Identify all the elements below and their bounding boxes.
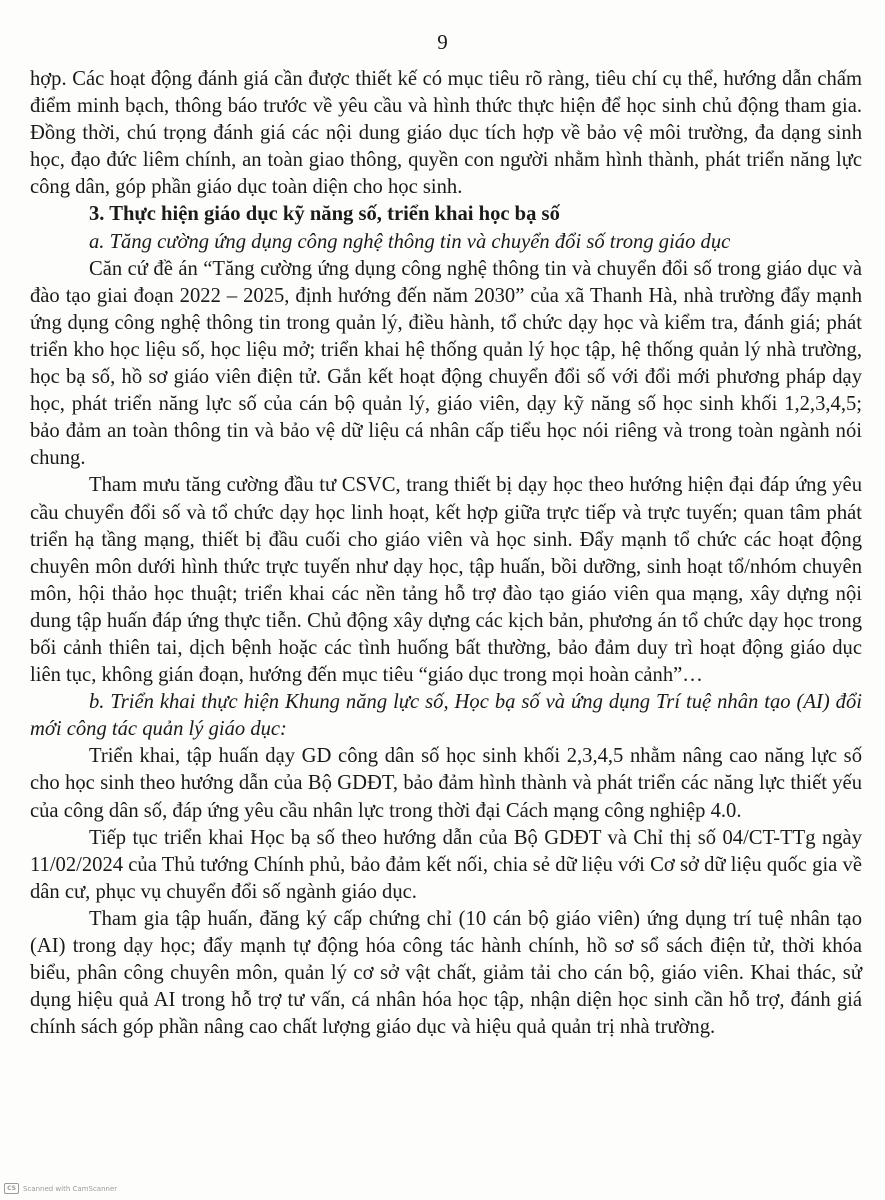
paragraph-it-application: Căn cứ đề án “Tăng cường ứng dụng công nghệ thông tin và chuyển đổi số trong giáo dục và đào tạo giai đoạn 2022 – 2025, định hướng đến năm 2030” của xã Thanh Hà, nhà trường đẩy mạnh ứng dụng công nghệ thông tin trong quản lý, điều hành, tổ chức dạy học và kiểm tra, đánh giá; phát triển kho học liệu số, học liệu mở; triển khai hệ thống quản lý học tập, hệ thống quản lý nhà trường, học bạ số, hồ sơ giáo viên điện tử. Gắn kết hoạt động chuyển đổi số với đổi mới phương pháp dạy học, phát triển năng lực số của cán bộ quản lý, giáo viên, dạy kỹ năng số học sinh khối 1,2,3,4,5; bảo đảm an toàn thông tin và bảo vệ dữ liệu cá nhân cấp tiểu học nói riêng và trong toàn ngành nói chung.: [30, 257, 862, 470]
camscanner-logo-icon: CS: [4, 1183, 19, 1194]
paragraph-digital-records: Tiếp tục triển khai Học bạ số theo hướng dẫn của Bộ GDĐT và Chỉ thị số 04/CT-TTg ngày 11/02/2024 của Thủ tướng Chính phủ, bảo đảm kết nối, chia sẻ dữ liệu với Cơ sở dữ liệu quốc gia về dân cư, phục vụ chuyển đổi số ngành giáo dục.: [30, 826, 862, 903]
paragraph-infrastructure: Tham mưu tăng cường đầu tư CSVC, trang thiết bị dạy học theo hướng hiện đại đáp ứng yêu cầu chuyển đổi số và tổ chức dạy học linh hoạt, kết hợp giữa trực tiếp và trực tuyến; quan tâm phát triển hạ tầng mạng, thiết bị đầu cuối cho giáo viên và học sinh. Đẩy mạnh tổ chức các hoạt động chuyên môn dưới hình thức trực tuyến như dạy học, tập huấn, bồi dưỡng, sinh hoạt tổ/nhóm chuyên môn, hội thảo học thuật; triển khai các nền tảng hỗ trợ đào tạo giáo viên qua mạng, xây dựng nội dung tập huấn đáp ứng thực tiễn. Chủ động xây dựng các kịch bản, phương án tổ chức dạy học trong bối cảnh thiên tai, dịch bệnh hoặc các tình huống bất thường, bảo đảm duy trì hoạt động giáo dục liên tục, không gián đoạn, hướng đến mục tiêu “giáo dục trong mọi hoàn cảnh”…: [30, 474, 862, 687]
paragraph-assessment-continuation: hợp. Các hoạt động đánh giá cần được thiết kế có mục tiêu rõ ràng, tiêu chí cụ thể, hướng dẫn chấm điểm minh bạch, thông báo trước về yêu cầu và hình thức thực hiện để học sinh chủ động tham gia. Đồng thời, chú trọng đánh giá các nội dung giáo dục tích hợp về bảo vệ môi trường, đa dạng sinh học, đạo đức liêm chính, an toàn giao thông, quyền con người nhằm hình thành, phát triển năng lực công dân, góp phần giáo dục toàn diện cho học sinh.: [30, 68, 862, 199]
document-body: [30, 66, 862, 1041]
section-heading-digital-skills: 3. Thực hiện giáo dục kỹ năng số, triển khai học bạ số: [89, 203, 560, 226]
page-number: 9: [437, 30, 448, 54]
paragraph-digital-citizenship: Triển khai, tập huấn dạy GD công dân số học sinh khối 2,3,4,5 nhằm nâng cao năng lực số cho học sinh theo hướng dẫn của Bộ GDĐT, bảo đảm hình thành và phát triển các năng lực thiết yếu của công dân số, đáp ứng yêu cầu nhân lực trong thời đại Cách mạng công nghiệp 4.0.: [30, 745, 862, 822]
scanner-text: Scanned with CamScanner: [23, 1184, 118, 1193]
subsection-heading-b: b. Triển khai thực hiện Khung năng lực số, Học bạ số và ứng dụng Trí tuệ nhân tạo (AI) đổi mới công tác quản lý giáo dục:: [30, 691, 862, 741]
subsection-heading-a: a. Tăng cường ứng dụng công nghệ thông tin và chuyển đổi số trong giáo dục: [89, 230, 731, 253]
scanner-watermark: [4, 1183, 117, 1194]
paragraph-ai-training: Tham gia tập huấn, đăng ký cấp chứng chỉ (10 cán bộ giáo viên) ứng dụng trí tuệ nhân tạo (AI) trong dạy học; đẩy mạnh tự động hóa công tác hành chính, hồ sơ sổ sách điện tử, thời khóa biểu, phân công chuyên môn, quản lý cơ sở vật chất, giảm tải cho cán bộ, giáo viên. Khai thác, sử dụng hiệu quả AI trong hỗ trợ tư vấn, cá nhân hóa học tập, nhận diện học sinh cần hỗ trợ, đánh giá chính sách góp phần nâng cao chất lượng giáo dục và hiệu quả quản trị nhà trường.: [30, 907, 862, 1039]
